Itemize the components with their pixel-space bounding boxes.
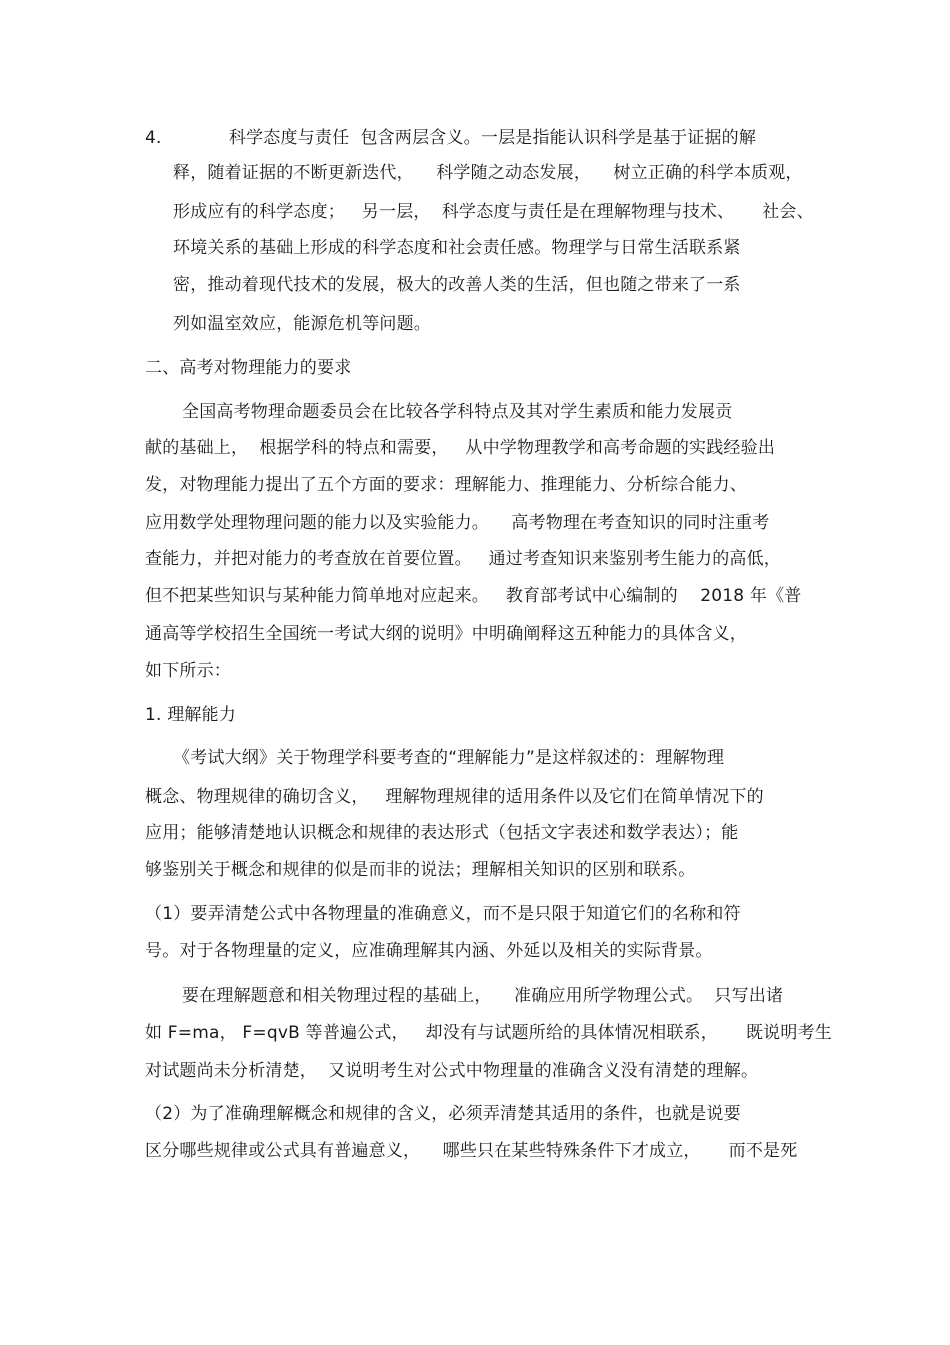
- text-line: 如下所示：: [145, 661, 231, 681]
- text-line: 形成应有的科学态度； 另一层， 科学态度与责任是在理解物理与技术、 社会、: [173, 202, 814, 222]
- text-line: 区分哪些规律或公式具有普遍意义， 哪些只在某些特殊条件下才成立， 而不是死: [145, 1141, 798, 1161]
- text-line: （2）为了准确理解概念和规律的含义，必须弄清楚其适用的条件，也就是说要: [145, 1104, 741, 1124]
- text-line: 查能力，并把对能力的考查放在首要位置。 通过考查知识来鉴别考生能力的高低，: [145, 549, 782, 569]
- text-line: 4. 科学态度与责任 包含两层含义。一层是指能认识科学是基于证据的解: [145, 128, 757, 148]
- text-line: 但不把某些知识与某种能力简单地对应起来。 教育部考试中心编制的 2018 年《普: [145, 586, 802, 606]
- text-line: 释，随着证据的不断更新迭代， 科学随之动态发展， 树立正确的科学本质观，: [173, 163, 803, 183]
- text-line: 如 F=ma， F=qvB 等普遍公式， 却没有与试题所给的具体情况相联系， 既说明考生: [145, 1023, 832, 1043]
- text-line: 密，推动着现代技术的发展，极大的改善人类的生活，但也随之带来了一系: [173, 275, 741, 295]
- text-line: 要在理解题意和相关物理过程的基础上， 准确应用所学物理公式。 只写出诸: [182, 986, 784, 1006]
- text-line: 应用数学处理物理问题的能力以及实验能力。 高考物理在考查知识的同时注重考: [145, 513, 770, 533]
- text-line: 列如温室效应，能源危机等问题。: [173, 314, 431, 334]
- text-line: 应用；能够清楚地认识概念和规律的表达形式（包括文字表述和数学表达）；能: [145, 823, 739, 843]
- text-line: 献的基础上， 根据学科的特点和需要， 从中学物理教学和高考命题的实践经验出: [145, 438, 776, 458]
- text-line: 《考试大纲》关于物理学科要考查的“理解能力”是这样叙述的：理解物理: [173, 748, 725, 768]
- subsection-heading: 1. 理解能力: [145, 705, 237, 725]
- text-line: 够鉴别关于概念和规律的似是而非的说法；理解相关知识的区别和联系。: [145, 860, 696, 880]
- text-line: 发，对物理能力提出了五个方面的要求：理解能力、推理能力、分析综合能力、: [145, 475, 747, 495]
- text-line: 概念、物理规律的确切含义， 理解物理规律的适用条件以及它们在简单情况下的: [145, 787, 764, 807]
- text-line: 全国高考物理命题委员会在比较各学科特点及其对学生素质和能力发展贡: [182, 402, 733, 422]
- text-line: 号。对于各物理量的定义，应准确理解其内涵、外延以及相关的实际背景。: [145, 941, 713, 961]
- text-line: 通高等学校招生全国统一考试大纲的说明》中明确阐释这五种能力的具体含义，: [145, 624, 747, 644]
- text-line: 环境关系的基础上形成的科学态度和社会责任感。物理学与日常生活联系紧: [173, 238, 741, 258]
- text-line: （1）要弄清楚公式中各物理量的准确意义，而不是只限于知道它们的名称和符: [145, 904, 741, 924]
- text-line: 对试题尚未分析清楚， 又说明考生对公式中物理量的准确含义没有清楚的理解。: [145, 1061, 759, 1081]
- section-heading: 二、高考对物理能力的要求: [145, 358, 352, 378]
